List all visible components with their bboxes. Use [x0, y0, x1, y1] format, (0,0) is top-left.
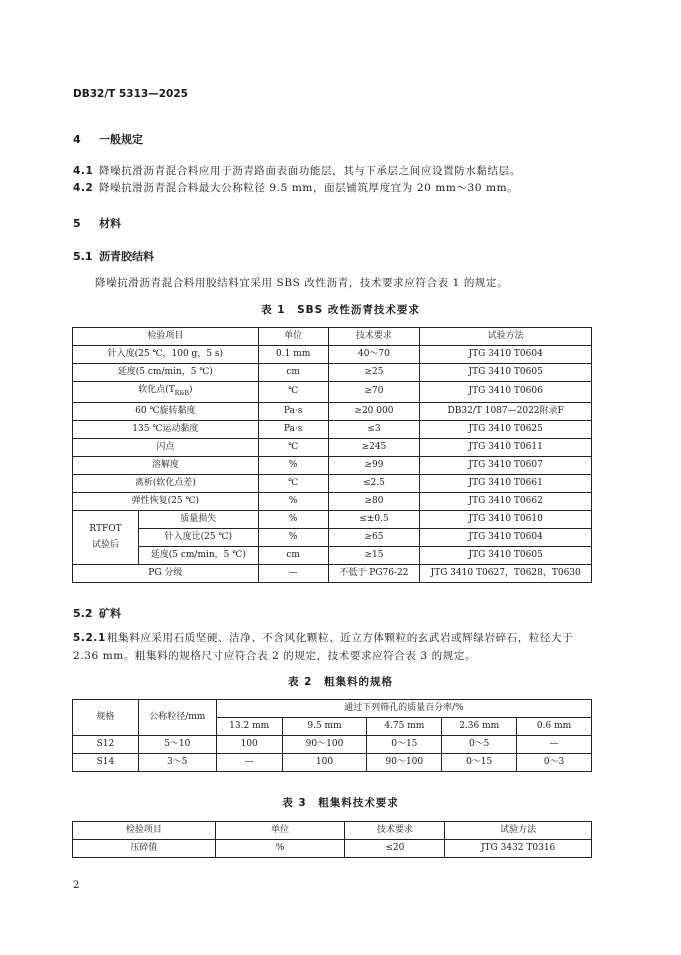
sieve-header-cell: 0.6 mm	[517, 718, 592, 736]
value-cell: 0～15	[442, 754, 517, 772]
requirement-cell: ≤±0.5	[328, 510, 420, 528]
size-cell: 3～5	[138, 754, 216, 772]
method-cell: JTG 3410 T0606	[420, 382, 592, 403]
item-cell: 延度(5 cm/min，5 ℃)	[138, 546, 258, 564]
header-cell: 试验方法	[445, 822, 592, 840]
section-number: 5.2	[73, 607, 93, 620]
clause-5-2-1	[73, 630, 573, 645]
header-cell: 规格	[73, 700, 139, 736]
unit-cell: —	[258, 564, 328, 582]
value-cell: 100	[216, 736, 282, 754]
section-number: 5.1	[73, 250, 93, 263]
subscript: R&B	[174, 389, 189, 397]
clause-text: 降噪抗滑沥青混合料应用于沥青路面表面功能层，其与下承层之间应设置防水黏结层。	[99, 165, 521, 177]
table-row	[73, 364, 592, 382]
unit-cell: ℃	[258, 382, 328, 403]
table-row	[73, 346, 592, 364]
value-cell: 0～3	[517, 754, 592, 772]
item-cell: 弹性恢复(25 ℃)	[73, 492, 259, 510]
spec-cell: S14	[73, 754, 139, 772]
requirement-cell: ≥20 000	[328, 402, 420, 420]
requirement-cell: ≤2.5	[328, 474, 420, 492]
method-cell: JTG 3410 T0605	[420, 364, 592, 382]
item-text: 软化点(T	[138, 385, 175, 395]
section-5-2-heading	[73, 605, 121, 621]
clause-number: 4.1	[73, 165, 94, 177]
header-cell: 公称粒径/mm	[138, 700, 216, 736]
method-cell: JTG 3410 T0661	[420, 474, 592, 492]
header-cell: 单位	[258, 328, 328, 346]
method-cell: JTG 3410 T0662	[420, 492, 592, 510]
header-cell: 通过下列筛孔的质量百分率/%	[216, 700, 591, 718]
sieve-header-cell: 13.2 mm	[216, 718, 282, 736]
clause-5-1-text: 降噪抗滑沥青混合料用胶结料宜采用 SBS 改性沥青，技术要求应符合表 1 的规定。	[95, 277, 509, 289]
header-cell: 技术要求	[328, 328, 420, 346]
clause-text: 粗集料应采用石质坚硬、洁净、不含风化颗粒、近立方体颗粒的玄武岩或辉绿岩碎石，粒径大于	[107, 632, 574, 644]
unit-cell: 0.1 mm	[258, 346, 328, 364]
item-cell: 针入度比(25 ℃)	[138, 528, 258, 546]
clause-4-1	[73, 163, 521, 178]
table-row	[73, 736, 592, 754]
header-cell: 单位	[215, 822, 345, 840]
section-5-1-heading	[73, 248, 154, 264]
document-code: DB32/T 5313—2025	[73, 88, 188, 100]
unit-cell: Pa·s	[258, 402, 328, 420]
unit-cell: %	[258, 510, 328, 528]
unit-cell: cm	[258, 546, 328, 564]
clause-5-2-1-continued: 2.36 mm。粗集料的规格尺寸应符合表 2 的规定，技术要求应符合表 3 的规定。	[73, 650, 477, 662]
unit-cell: %	[258, 456, 328, 474]
spec-cell: S12	[73, 736, 139, 754]
header-cell: 检验项目	[73, 822, 216, 840]
table-row	[73, 754, 592, 772]
table-row	[73, 438, 592, 456]
rtfot-label-2: 试验后	[91, 540, 119, 551]
method-cell: JTG 3410 T0604	[420, 346, 592, 364]
item-cell: 135 ℃运动黏度	[73, 420, 259, 438]
unit-cell: %	[258, 492, 328, 510]
value-cell: 90～100	[367, 754, 442, 772]
header-cell: 检验项目	[73, 328, 259, 346]
table-row	[73, 840, 592, 858]
table-1	[72, 327, 592, 583]
table-2	[72, 699, 592, 772]
requirement-cell: ≤20	[345, 840, 445, 858]
requirement-cell: ≥25	[328, 364, 420, 382]
rtfot-label: RTFOT	[89, 524, 122, 535]
requirement-cell: ≥15	[328, 546, 420, 564]
sieve-header-cell: 4.75 mm	[367, 718, 442, 736]
table-row	[73, 528, 592, 546]
item-cell: 60 ℃旋转黏度	[73, 402, 259, 420]
requirement-cell: ≥99	[328, 456, 420, 474]
clause-number: 4.2	[73, 182, 94, 194]
table-2-caption: 表 2 粗集料的规格	[288, 676, 393, 688]
unit-cell: ℃	[258, 474, 328, 492]
method-cell: JTG 3410 T0604	[420, 528, 592, 546]
table-header-row	[73, 822, 592, 840]
item-cell: PG 分级	[73, 564, 259, 582]
method-cell: JTG 3432 T0316	[445, 840, 592, 858]
value-cell: —	[517, 736, 592, 754]
method-cell: JTG 3410 T0605	[420, 546, 592, 564]
table-row	[73, 474, 592, 492]
unit-cell: ℃	[258, 438, 328, 456]
table-row	[73, 510, 592, 528]
method-cell: JTG 3410 T0625	[420, 420, 592, 438]
method-cell: JTG 3410 T0607	[420, 456, 592, 474]
table-3	[72, 821, 592, 858]
section-title: 矿料	[99, 607, 121, 620]
table-row	[73, 492, 592, 510]
table-row	[73, 564, 592, 582]
table-row	[73, 420, 592, 438]
table-row	[73, 402, 592, 420]
value-cell: 0～5	[442, 736, 517, 754]
unit-cell: %	[215, 840, 345, 858]
method-cell: JTG 3410 T0610	[420, 510, 592, 528]
method-cell: DB32/T 1087—2022附录F	[420, 402, 592, 420]
unit-cell: %	[258, 528, 328, 546]
section-title: 一般规定	[99, 133, 143, 146]
requirement-cell: ≤3	[328, 420, 420, 438]
unit-cell: cm	[258, 364, 328, 382]
item-cell: 延度(5 cm/min，5 ℃)	[73, 364, 259, 382]
clause-4-2	[73, 180, 518, 195]
section-title: 材料	[99, 217, 121, 230]
value-cell: 0～15	[367, 736, 442, 754]
value-cell: 100	[282, 754, 367, 772]
item-cell: 压碎值	[73, 840, 216, 858]
table-row	[73, 382, 592, 403]
sieve-header-cell: 9.5 mm	[282, 718, 367, 736]
item-cell: 离析(软化点差)	[73, 474, 259, 492]
section-4-heading	[73, 131, 143, 147]
item-cell: 闪点	[73, 438, 259, 456]
sieve-header-cell: 2.36 mm	[442, 718, 517, 736]
requirement-cell: ≥80	[328, 492, 420, 510]
header-cell: 试验方法	[420, 328, 592, 346]
item-cell: 针入度(25 ℃，100 g，5 s)	[73, 346, 259, 364]
requirement-cell: 不低于 PG76-22	[328, 564, 420, 582]
header-cell: 技术要求	[345, 822, 445, 840]
method-cell: JTG 3410 T0611	[420, 438, 592, 456]
table-header-row	[73, 700, 592, 718]
section-number: 5	[73, 217, 81, 230]
table-3-caption: 表 3 粗集料技术要求	[282, 797, 399, 809]
clause-text: 降噪抗滑沥青混合料最大公称粒径 9.5 mm，面层铺筑厚度宜为 20 mm～30 mm。	[99, 182, 519, 194]
table-row	[73, 456, 592, 474]
method-cell: JTG 3410 T0627，T0628，T0630	[420, 564, 592, 582]
item-cell	[73, 382, 259, 403]
clause-number: 5.2.1	[73, 632, 106, 644]
table-row	[73, 546, 592, 564]
section-5-heading	[73, 215, 121, 231]
requirement-cell: ≥70	[328, 382, 420, 403]
table-header-row	[73, 328, 592, 346]
section-title: 沥青胶结料	[99, 250, 154, 263]
size-cell: 5～10	[138, 736, 216, 754]
requirement-cell: 40～70	[328, 346, 420, 364]
item-text-close: )	[188, 385, 193, 395]
section-number: 4	[73, 133, 81, 146]
rtfot-group-cell	[73, 510, 139, 564]
requirement-cell: ≥245	[328, 438, 420, 456]
value-cell: 90～100	[282, 736, 367, 754]
item-cell: 质量损失	[138, 510, 258, 528]
item-cell: 溶解度	[73, 456, 259, 474]
unit-cell: Pa·s	[258, 420, 328, 438]
page-number: 2	[73, 880, 80, 891]
value-cell: —	[216, 754, 282, 772]
table-1-caption: 表 1 SBS 改性沥青技术要求	[261, 304, 420, 316]
requirement-cell: ≥65	[328, 528, 420, 546]
